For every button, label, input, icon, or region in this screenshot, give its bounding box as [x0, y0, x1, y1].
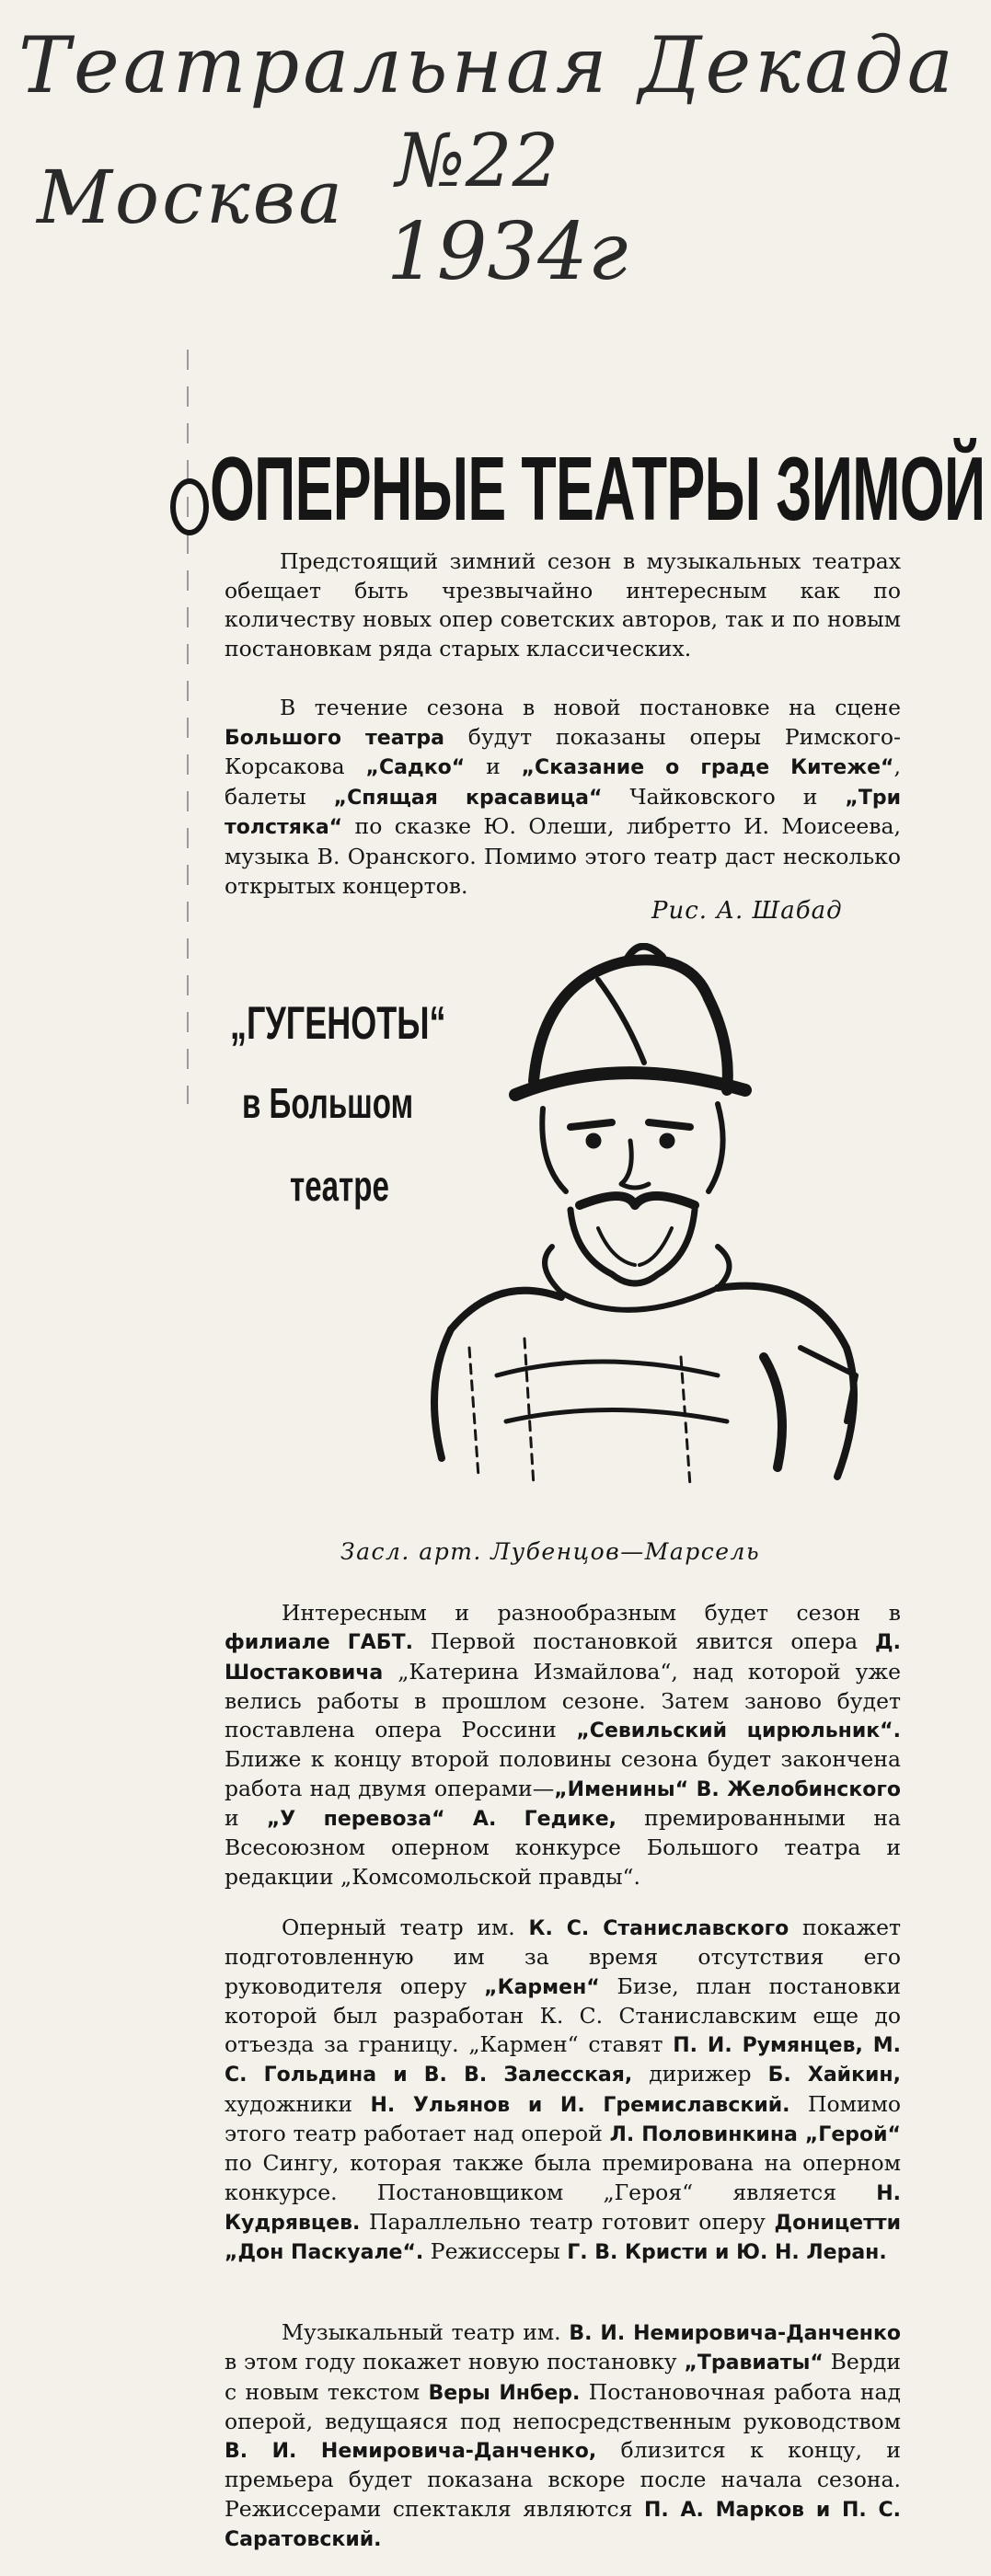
- handwritten-note-line2: Москва: [37, 155, 345, 240]
- illustration-credit: Рис. А. Шабад: [651, 897, 843, 925]
- handwritten-note-line1: Театральная Декада: [18, 20, 957, 110]
- handwritten-issue-number: №22: [396, 118, 559, 203]
- illustration-caption: Засл. арт. Лубенцов—Марсель: [340, 1538, 761, 1565]
- stanislavsky-paragraph: Оперный театр им. К. С. Станиславского покажет подготовленную им за время отсутствия его руководителя оперу „Кармен“ Бизе, план постановки которой был разработан К. С. Станиславским еще до отъезда за границу. „Кармен“ ставят П. И. Румянцев, М. С. Гольдина и В. В. Залесская, дирижер Б. Хайкин, художники Н. Ульянов и И. Гремиславский. Помимо этого театр работает над оперой Л. Половинкина „Герой“ по Сингу, которая также была премирована на оперном конкурсе. Постановщиком „Героя“ является Н. Кудрявцев. Параллельно театр готовит оперу Доницетти „Дон Паскуале“. Режиссеры Г. В. Кристи и Ю. Н. Леран.: [225, 1915, 902, 2265]
- fold-line: [187, 350, 189, 1104]
- headline-circle-mark: [170, 478, 209, 535]
- nemirovich-paragraph: Музыкальный театр им. В. И. Немировича-Данченко в этом году покажет новую постановку „Травиаты“ Верди с новым текстом Веры Инбер. Постановочная работа над оперой, ведущаяся под непосредственным руководством В. И. Немировича-Данченко, близится к концу, и премьера будет показана вскоре после начала сезона. Режиссерами спектакля являются П. А. Марков и П. С. Саратовский.: [225, 2319, 902, 2552]
- bolshoi-paragraph: В течение сезона в новой постановке на сцене Большого театра будут показаны оперы Римского-Корсакова „Садко“ и „Сказание о граде Китеже“, балеты „Спящая красавица“ Чайковского и „Три толстяка“ по сказке Ю. Олеши, либретто И. Моисеева, музыка В. Оранского. Помимо этого театр даст несколько открытых концертов.: [225, 695, 901, 899]
- intro-paragraph: Предстоящий зимний сезон в музыкальных театрах обещает быть чрезвычайно интересным как по количеству новых опер советских авторов, так и по новым постановкам ряда старых классических.: [225, 548, 901, 661]
- subheading-line3: театре: [290, 1162, 389, 1210]
- subheading-line1: „ГУГЕНОТЫ“: [230, 997, 446, 1049]
- singer-portrait-illustration: [414, 943, 874, 1495]
- article-headline: ОПЕРНЫЕ ТЕАТРЫ ЗИМОЙ: [210, 438, 985, 539]
- handwritten-year: 1934г: [386, 206, 628, 298]
- subheading-line2: в Большом: [242, 1079, 414, 1127]
- filial-paragraph: Интересным и разнообразным будет сезон в филиале ГАБТ. Первой постановкой явится опера Д. Шостаковича „Катерина Измайлова“, над которой уже велись работы в прошлом сезоне. Затем заново будет поставлена опера Россини „Севильский цирюльник“. Ближе к концу второй половины сезона будет закончена работа над двумя операми—„Именины“ В. Желобинского и „У перевоза“ А. Гедике, премированными на Всесоюзном оперном конкурсе Большого театра и редакции „Комсомольской правды“.: [225, 1600, 901, 1890]
